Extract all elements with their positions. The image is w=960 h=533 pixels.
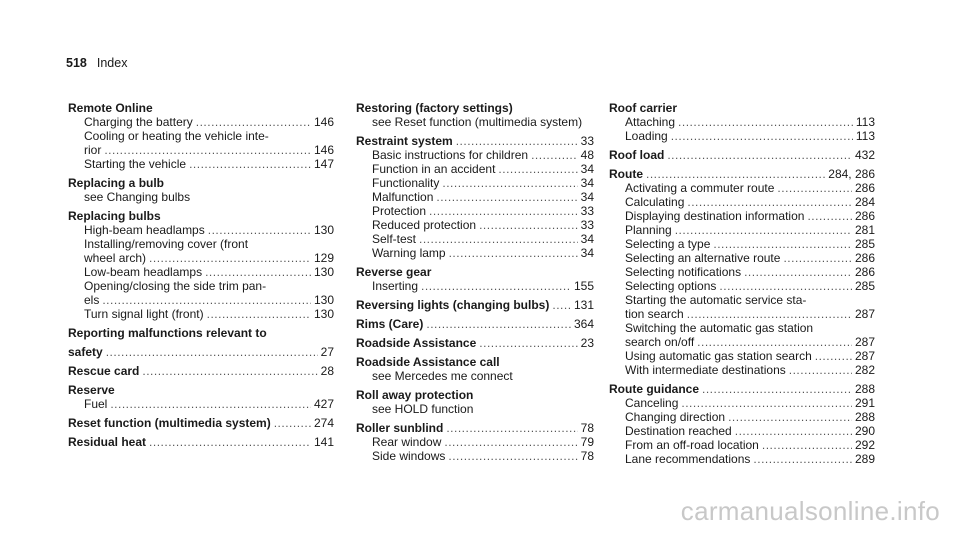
index-entry <box>68 209 334 321</box>
entry-heading <box>68 101 334 115</box>
sub-entry-page: 113 <box>855 129 875 143</box>
dot-leader <box>713 237 852 251</box>
sub-entry <box>609 279 875 293</box>
sub-entry-page: 287 <box>854 335 875 349</box>
dot-leader <box>189 157 311 171</box>
sub-entry-page: 146 <box>313 143 334 157</box>
entry-heading-text: Route <box>609 167 643 181</box>
sub-entry-text: Using automatic gas station search <box>625 349 812 363</box>
dot-leader <box>807 209 852 223</box>
sub-entry-text: Selecting notifications <box>625 265 742 279</box>
sub-entry <box>68 237 334 251</box>
sub-entry-page: 113 <box>855 115 875 129</box>
sub-entry-page: 427 <box>313 397 334 411</box>
dot-leader <box>667 148 852 162</box>
sub-entry-page: 281 <box>854 223 875 237</box>
entry-heading-text: Roller sunblind <box>356 421 444 435</box>
sub-entry <box>68 307 334 321</box>
sub-entry-text: Charging the battery <box>84 115 193 129</box>
sub-entry-page: 288 <box>854 410 875 424</box>
index-entry <box>356 134 594 260</box>
dot-leader <box>196 115 311 129</box>
dot-leader <box>426 317 571 331</box>
sub-entry-page: 147 <box>313 157 334 171</box>
entry-heading <box>356 265 594 279</box>
dot-leader <box>783 251 852 265</box>
sub-entry-text: Malfunction <box>372 190 434 204</box>
index-column-1 <box>68 101 334 454</box>
sub-entry <box>356 176 594 190</box>
index-entry <box>68 176 334 204</box>
entry-heading-page: 284, 286 <box>828 167 875 181</box>
dot-leader <box>205 265 311 279</box>
entry-heading-text: Reserve <box>68 383 115 397</box>
dot-leader <box>102 293 311 307</box>
sub-entry-page: 286 <box>854 209 875 223</box>
sub-entry <box>609 265 875 279</box>
sub-entry-text: High-beam headlamps <box>84 223 205 237</box>
sub-entry-text: Destination reached <box>625 424 732 438</box>
sub-entry <box>609 349 875 363</box>
entry-heading-text: safety <box>68 345 103 359</box>
sub-entry-page: 285 <box>854 279 875 293</box>
entry-heading <box>68 416 334 430</box>
sub-entry-text: tion search <box>625 307 684 321</box>
dot-leader <box>681 396 852 410</box>
sub-entry-text: With intermediate destinations <box>625 363 786 377</box>
watermark: carmanualsonline.info <box>680 496 940 526</box>
index-entry <box>609 382 875 466</box>
sub-entry <box>68 265 334 279</box>
index-entry <box>68 383 334 411</box>
index-entry <box>68 101 334 171</box>
sub-entry-page: 286 <box>854 181 875 195</box>
index-entry <box>356 336 594 350</box>
sub-entry-page: 155 <box>573 279 594 293</box>
sub-entry-text: Low-beam headlamps <box>84 265 203 279</box>
sub-entry <box>609 129 875 143</box>
dot-leader <box>419 232 578 246</box>
sub-entry <box>356 449 594 463</box>
entry-heading-text: Remote Online <box>68 101 153 115</box>
sub-entry-page: 291 <box>854 396 875 410</box>
entry-heading-text: Roof carrier <box>609 101 678 115</box>
dot-leader <box>208 223 311 237</box>
sub-entry <box>356 232 594 246</box>
dot-leader <box>719 279 852 293</box>
index-entry <box>68 364 334 378</box>
index-column-2 <box>356 101 594 468</box>
dot-leader <box>744 265 852 279</box>
entry-heading <box>68 209 334 223</box>
sub-entry <box>609 181 875 195</box>
sub-entry <box>68 223 334 237</box>
entry-heading-text: Route guidance <box>609 382 700 396</box>
sub-entry <box>609 321 875 335</box>
index-entry <box>356 388 594 416</box>
dot-leader <box>104 143 311 157</box>
sub-entry <box>609 237 875 251</box>
dot-leader <box>106 345 318 359</box>
sub-entry-page: 284 <box>854 195 875 209</box>
sub-entry-text: Selecting an alternative route <box>625 251 781 265</box>
sub-entry-page: 34 <box>580 246 594 260</box>
sub-entry <box>356 369 594 383</box>
sub-entry-page: 34 <box>580 162 594 176</box>
sub-entry-page: 287 <box>854 349 875 363</box>
sub-entry <box>609 293 875 307</box>
entry-heading-page: 288 <box>854 382 875 396</box>
index-entry <box>356 265 594 293</box>
sub-entry-text: Cooling or heating the vehicle inte- <box>84 129 269 143</box>
entry-heading <box>609 148 875 162</box>
sub-entry-page: 287 <box>854 307 875 321</box>
sub-entry <box>68 397 334 411</box>
dot-leader <box>789 363 852 377</box>
dot-leader <box>697 335 852 349</box>
sub-entry <box>609 209 875 223</box>
entry-heading-text: Replacing bulbs <box>68 209 161 223</box>
entry-heading-text: Reversing lights (changing bulbs) <box>356 298 550 312</box>
entry-heading-text: Reset function (multimedia system) <box>68 416 271 430</box>
dot-leader <box>687 195 852 209</box>
sub-entry-text: Selecting a type <box>625 237 711 251</box>
sub-entry-text: Function in an accident <box>372 162 496 176</box>
entry-heading-text: Reverse gear <box>356 265 432 279</box>
sub-entry <box>68 190 334 204</box>
sub-entry <box>609 251 875 265</box>
index-entry <box>356 421 594 463</box>
sub-entry-page: 289 <box>854 452 875 466</box>
entry-heading-page: 131 <box>573 298 594 312</box>
sub-entry <box>609 438 875 452</box>
index-entry <box>68 435 334 449</box>
sub-entry <box>356 190 594 204</box>
page-number: 518 <box>66 56 87 70</box>
entry-heading <box>68 364 334 378</box>
dot-leader <box>479 336 577 350</box>
dot-leader <box>110 397 311 411</box>
sub-entry-text: Side windows <box>372 449 446 463</box>
sub-entry-page: 290 <box>854 424 875 438</box>
index-entry <box>68 345 334 359</box>
index-entry <box>356 355 594 383</box>
entry-heading-page: 23 <box>580 336 594 350</box>
dot-leader <box>702 382 852 396</box>
dot-leader <box>687 307 852 321</box>
sub-entry <box>609 363 875 377</box>
sub-entry-page: 130 <box>313 223 334 237</box>
sub-entry <box>68 143 334 157</box>
sub-entry <box>68 293 334 307</box>
sub-entry-text: wheel arch) <box>84 251 147 265</box>
dot-leader <box>442 176 577 190</box>
entry-heading <box>68 383 334 397</box>
sub-entry <box>609 223 875 237</box>
dot-leader <box>735 424 852 438</box>
sub-entry <box>68 251 334 265</box>
entry-heading-text: Rescue card <box>68 364 140 378</box>
sub-entry-text: Calculating <box>625 195 685 209</box>
sub-entry-text: search on/off <box>625 335 695 349</box>
sub-entry-page: 79 <box>580 435 594 449</box>
index-entry <box>68 326 334 340</box>
sub-entry <box>609 195 875 209</box>
sub-entry <box>68 129 334 143</box>
sub-entry-page: 285 <box>854 237 875 251</box>
entry-heading-page: 432 <box>854 148 875 162</box>
dot-leader <box>449 246 578 260</box>
entry-heading <box>356 317 594 331</box>
dot-leader <box>762 438 852 452</box>
sub-entry-page: 130 <box>313 293 334 307</box>
sub-entry <box>356 115 594 129</box>
sub-entry-page: 33 <box>580 204 594 218</box>
dot-leader <box>678 115 853 129</box>
entry-heading-page: 33 <box>580 134 594 148</box>
sub-entry-page: 34 <box>580 232 594 246</box>
entry-heading-text: Roof load <box>609 148 665 162</box>
entry-heading-text: Restoring (factory settings) <box>356 101 513 115</box>
index-entry <box>609 148 875 162</box>
dot-leader <box>671 129 853 143</box>
sub-entry-text: Rear window <box>372 435 442 449</box>
entry-heading <box>356 101 594 115</box>
sub-entry-page: 48 <box>580 148 594 162</box>
entry-heading <box>609 382 875 396</box>
sub-entry-text: Fuel <box>84 397 108 411</box>
dot-leader <box>552 298 571 312</box>
sub-entry-page: 286 <box>854 251 875 265</box>
entry-heading-text: Roadside Assistance call <box>356 355 500 369</box>
sub-entry-text: Planning <box>625 223 672 237</box>
entry-heading-text: Rims (Care) <box>356 317 424 331</box>
entry-heading-text: Restraint system <box>356 134 453 148</box>
sub-entry-text: see Mercedes me connect <box>372 369 513 383</box>
dot-leader <box>274 416 311 430</box>
sub-entry <box>356 204 594 218</box>
dot-leader <box>479 218 578 232</box>
entry-heading <box>356 336 594 350</box>
dot-leader <box>753 452 852 466</box>
dot-leader <box>149 435 311 449</box>
sub-entry <box>356 402 594 416</box>
page-header <box>66 56 127 70</box>
sub-entry-text: From an off-road location <box>625 438 759 452</box>
dot-leader <box>456 134 578 148</box>
sub-entry-text: Canceling <box>625 396 679 410</box>
dot-leader <box>421 279 571 293</box>
sub-entry <box>609 335 875 349</box>
entry-heading-text: Residual heat <box>68 435 147 449</box>
index-entry <box>356 101 594 129</box>
entry-heading-text: Roll away protection <box>356 388 474 402</box>
sub-entry-page: 78 <box>580 449 594 463</box>
sub-entry-page: 130 <box>313 307 334 321</box>
entry-heading <box>356 388 594 402</box>
dot-leader <box>675 223 852 237</box>
sub-entry-text: Activating a commuter route <box>625 181 775 195</box>
sub-entry-text: Changing direction <box>625 410 726 424</box>
sub-entry-page: 146 <box>313 115 334 129</box>
index-entry <box>609 167 875 377</box>
entry-heading-page: 78 <box>580 421 594 435</box>
sub-entry <box>356 162 594 176</box>
dot-leader <box>498 162 577 176</box>
sub-entry-text: Lane recommendations <box>625 452 751 466</box>
sub-entry-text: Turn signal light (front) <box>84 307 204 321</box>
dot-leader <box>777 181 852 195</box>
sub-entry-text: Reduced protection <box>372 218 477 232</box>
entry-heading <box>68 326 334 340</box>
sub-entry <box>609 396 875 410</box>
entry-heading <box>356 421 594 435</box>
index-entry <box>609 101 875 143</box>
entry-heading-page: 364 <box>573 317 594 331</box>
sub-entry <box>68 115 334 129</box>
dot-leader <box>207 307 311 321</box>
sub-entry-text: Warning lamp <box>372 246 446 260</box>
entry-heading <box>609 101 875 115</box>
sub-entry <box>609 424 875 438</box>
sub-entry-page: 282 <box>854 363 875 377</box>
sub-entry-text: els <box>84 293 100 307</box>
sub-entry <box>356 148 594 162</box>
index-column-3 <box>609 101 875 471</box>
sub-entry <box>609 452 875 466</box>
dot-leader <box>446 421 577 435</box>
sub-entry-text: see HOLD function <box>372 402 474 416</box>
sub-entry-text: see Reset function (multimedia system) <box>372 115 583 129</box>
entry-heading-text: Replacing a bulb <box>68 176 165 190</box>
dot-leader <box>444 435 577 449</box>
sub-entry-text: Basic instructions for children <box>372 148 529 162</box>
sub-entry <box>609 410 875 424</box>
dot-leader <box>815 349 852 363</box>
sub-entry-text: rior <box>84 143 102 157</box>
dot-leader <box>448 449 577 463</box>
sub-entry-page: 129 <box>313 251 334 265</box>
sub-entry <box>356 218 594 232</box>
sub-entry-page: 34 <box>580 176 594 190</box>
entry-heading-page: 274 <box>313 416 334 430</box>
dot-leader <box>728 410 852 424</box>
sub-entry-text: Attaching <box>625 115 676 129</box>
index-entry <box>356 298 594 312</box>
entry-heading-page: 27 <box>320 345 334 359</box>
sub-entry-page: 34 <box>580 190 594 204</box>
sub-entry-page: 33 <box>580 218 594 232</box>
sub-entry-text: Opening/closing the side trim pan- <box>84 279 267 293</box>
dot-leader <box>142 364 317 378</box>
sub-entry-text: Inserting <box>372 279 419 293</box>
entry-heading <box>356 134 594 148</box>
sub-entry-text: Selecting options <box>625 279 717 293</box>
sub-entry <box>68 157 334 171</box>
entry-heading <box>356 355 594 369</box>
entry-heading-page: 141 <box>313 435 334 449</box>
dot-leader <box>149 251 311 265</box>
entry-heading-text: Roadside Assistance <box>356 336 477 350</box>
entry-heading <box>68 345 334 359</box>
sub-entry-text: Starting the vehicle <box>84 157 187 171</box>
sub-entry-page: 130 <box>313 265 334 279</box>
entry-heading <box>68 435 334 449</box>
sub-entry-page: 286 <box>854 265 875 279</box>
entry-heading <box>356 298 594 312</box>
entry-heading-text: Reporting malfunctions relevant to <box>68 326 267 340</box>
sub-entry-text: see Changing bulbs <box>84 190 191 204</box>
entry-heading <box>68 176 334 190</box>
sub-entry-text: Displaying destination information <box>625 209 805 223</box>
sub-entry-page: 292 <box>854 438 875 452</box>
sub-entry-text: Starting the automatic service sta- <box>625 293 807 307</box>
dot-leader <box>531 148 578 162</box>
entry-heading-page: 28 <box>320 364 334 378</box>
entry-heading <box>609 167 875 181</box>
section-title: Index <box>96 56 128 70</box>
dot-leader <box>646 167 825 181</box>
dot-leader <box>436 190 577 204</box>
sub-entry-text: Installing/removing cover (front <box>84 237 249 251</box>
sub-entry <box>68 279 334 293</box>
sub-entry <box>609 115 875 129</box>
index-entry <box>68 416 334 430</box>
sub-entry <box>356 279 594 293</box>
sub-entry-text: Loading <box>625 129 668 143</box>
sub-entry <box>356 246 594 260</box>
dot-leader <box>429 204 578 218</box>
sub-entry <box>609 307 875 321</box>
index-entry <box>356 317 594 331</box>
sub-entry-text: Self-test <box>372 232 417 246</box>
sub-entry-text: Functionality <box>372 176 440 190</box>
sub-entry <box>356 435 594 449</box>
sub-entry-text: Switching the automatic gas station <box>625 321 814 335</box>
sub-entry-text: Protection <box>372 204 427 218</box>
